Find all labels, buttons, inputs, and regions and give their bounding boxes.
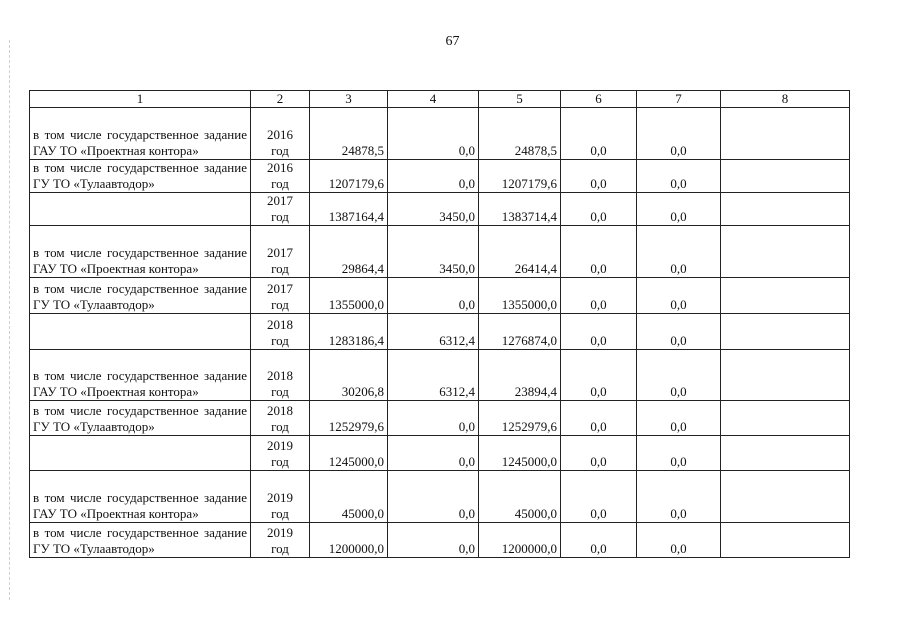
row-year-value: 2019 (267, 490, 293, 505)
cell-col-4: 0,0 (388, 471, 479, 523)
cell-col-3: 29864,4 (310, 226, 388, 278)
cell-col-5: 1276874,0 (479, 314, 561, 350)
row-description: в том числе государственное задание ГАУ ТО «Проектная контора» (30, 226, 251, 278)
cell-col-4: 0,0 (388, 278, 479, 314)
cell-col-5: 1383714,4 (479, 193, 561, 226)
row-year-value: 2016 (267, 127, 293, 142)
row-year (251, 436, 310, 471)
row-year (251, 523, 310, 558)
row-year-value: 2017 (267, 281, 293, 296)
row-year-unit: год (271, 297, 289, 312)
col-header-8: 8 (721, 91, 850, 108)
col-header-4: 4 (388, 91, 479, 108)
row-year (251, 471, 310, 523)
cell-col-5: 24878,5 (479, 108, 561, 160)
row-year-unit: год (271, 209, 289, 224)
cell-col-7: 0,0 (637, 193, 721, 226)
row-year (251, 278, 310, 314)
cell-col-7: 0,0 (637, 314, 721, 350)
cell-col-3: 1252979,6 (310, 401, 388, 436)
table-body (30, 108, 850, 558)
row-year (251, 108, 310, 160)
row-year-unit: год (271, 333, 289, 348)
row-year-unit: год (271, 143, 289, 158)
row-year-unit: год (271, 541, 289, 556)
cell-col-5: 1355000,0 (479, 278, 561, 314)
cell-col-5: 1200000,0 (479, 523, 561, 558)
cell-col-6: 0,0 (561, 471, 637, 523)
col-header-1: 1 (30, 91, 251, 108)
row-year (251, 401, 310, 436)
row-year-value: 2017 (267, 245, 293, 260)
row-year (251, 314, 310, 350)
cell-col-8 (721, 278, 850, 314)
cell-col-5: 1245000,0 (479, 436, 561, 471)
row-year-unit: год (271, 419, 289, 434)
cell-col-8 (721, 226, 850, 278)
cell-col-3: 1245000,0 (310, 436, 388, 471)
row-description (30, 193, 251, 226)
row-description: в том числе государственное задание ГАУ ТО «Проектная контора» (30, 108, 251, 160)
cell-col-7: 0,0 (637, 108, 721, 160)
row-year-unit: год (271, 454, 289, 469)
col-header-6: 6 (561, 91, 637, 108)
row-year-value: 2018 (267, 368, 293, 383)
row-year (251, 350, 310, 401)
cell-col-8 (721, 436, 850, 471)
cell-col-7: 0,0 (637, 278, 721, 314)
budget-table (29, 90, 850, 558)
cell-col-3: 1355000,0 (310, 278, 388, 314)
cell-col-5: 26414,4 (479, 226, 561, 278)
header-row (30, 91, 850, 108)
row-year-value: 2019 (267, 525, 293, 540)
table-row (30, 436, 850, 471)
table-row (30, 350, 850, 401)
cell-col-3: 1207179,6 (310, 160, 388, 193)
row-description: в том числе государственное задание ГУ ТО «Тулаавтодор» (30, 523, 251, 558)
cell-col-7: 0,0 (637, 401, 721, 436)
row-description: в том числе государственное задание ГУ ТО «Тулаавтодор» (30, 160, 251, 193)
cell-col-4: 6312,4 (388, 314, 479, 350)
cell-col-8 (721, 471, 850, 523)
row-year-value: 2018 (267, 317, 293, 332)
row-year-unit: год (271, 506, 289, 521)
table-row (30, 226, 850, 278)
cell-col-5: 1207179,6 (479, 160, 561, 193)
cell-col-6: 0,0 (561, 314, 637, 350)
row-year (251, 226, 310, 278)
cell-col-3: 45000,0 (310, 471, 388, 523)
cell-col-6: 0,0 (561, 226, 637, 278)
cell-col-7: 0,0 (637, 160, 721, 193)
cell-col-7: 0,0 (637, 226, 721, 278)
cell-col-5: 1252979,6 (479, 401, 561, 436)
cell-col-6: 0,0 (561, 278, 637, 314)
cell-col-6: 0,0 (561, 350, 637, 401)
table-header (30, 91, 850, 108)
cell-col-4: 0,0 (388, 401, 479, 436)
row-description (30, 314, 251, 350)
row-year-unit: год (271, 176, 289, 191)
row-year-value: 2019 (267, 438, 293, 453)
cell-col-4: 6312,4 (388, 350, 479, 401)
table-row (30, 471, 850, 523)
table-row (30, 160, 850, 193)
cell-col-5: 45000,0 (479, 471, 561, 523)
col-header-3: 3 (310, 91, 388, 108)
cell-col-8 (721, 523, 850, 558)
row-description: в том числе государственное задание ГУ ТО «Тулаавтодор» (30, 278, 251, 314)
table-row (30, 108, 850, 160)
cell-col-4: 3450,0 (388, 193, 479, 226)
page-number: 67 (445, 34, 460, 49)
row-year-value: 2018 (267, 403, 293, 418)
table-row (30, 314, 850, 350)
cell-col-8 (721, 401, 850, 436)
table-row (30, 193, 850, 226)
table-row (30, 278, 850, 314)
row-year-value: 2016 (267, 160, 293, 175)
cell-col-8 (721, 108, 850, 160)
cell-col-7: 0,0 (637, 436, 721, 471)
col-header-7: 7 (637, 91, 721, 108)
row-description: в том числе государственное задание ГУ ТО «Тулаавтодор» (30, 401, 251, 436)
cell-col-4: 0,0 (388, 108, 479, 160)
cell-col-7: 0,0 (637, 350, 721, 401)
row-year-unit: год (271, 384, 289, 399)
cell-col-3: 24878,5 (310, 108, 388, 160)
cell-col-3: 30206,8 (310, 350, 388, 401)
cell-col-3: 1283186,4 (310, 314, 388, 350)
table-row (30, 523, 850, 558)
table-row (30, 401, 850, 436)
cell-col-7: 0,0 (637, 471, 721, 523)
cell-col-8 (721, 193, 850, 226)
page-margin-line (9, 40, 10, 600)
cell-col-3: 1200000,0 (310, 523, 388, 558)
cell-col-6: 0,0 (561, 436, 637, 471)
cell-col-8 (721, 350, 850, 401)
cell-col-6: 0,0 (561, 160, 637, 193)
row-year (251, 160, 310, 193)
cell-col-4: 0,0 (388, 523, 479, 558)
cell-col-4: 0,0 (388, 160, 479, 193)
cell-col-8 (721, 160, 850, 193)
cell-col-6: 0,0 (561, 108, 637, 160)
row-description: в том числе государственное задание ГАУ ТО «Проектная контора» (30, 471, 251, 523)
row-year-unit: год (271, 261, 289, 276)
col-header-5: 5 (479, 91, 561, 108)
cell-col-4: 3450,0 (388, 226, 479, 278)
row-description (30, 436, 251, 471)
cell-col-6: 0,0 (561, 193, 637, 226)
cell-col-6: 0,0 (561, 523, 637, 558)
row-description: в том числе государственное задание ГАУ ТО «Проектная контора» (30, 350, 251, 401)
col-header-2: 2 (251, 91, 310, 108)
cell-col-7: 0,0 (637, 523, 721, 558)
cell-col-3: 1387164,4 (310, 193, 388, 226)
cell-col-8 (721, 314, 850, 350)
cell-col-5: 23894,4 (479, 350, 561, 401)
row-year (251, 193, 310, 226)
cell-col-4: 0,0 (388, 436, 479, 471)
row-year-value: 2017 (267, 193, 293, 208)
cell-col-6: 0,0 (561, 401, 637, 436)
